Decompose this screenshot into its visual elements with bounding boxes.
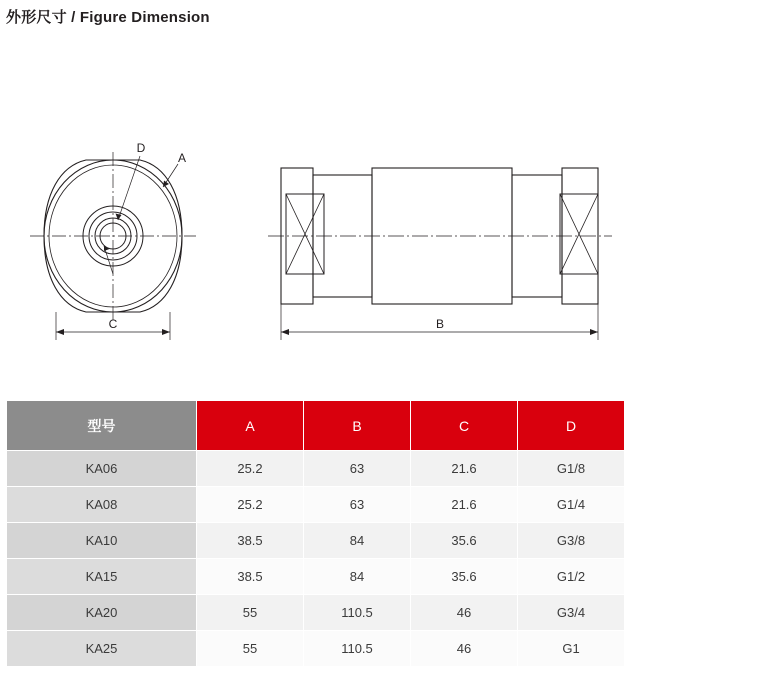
front-label-a: A	[177, 151, 187, 165]
cell-c: 21.6	[411, 451, 518, 487]
cell-model: KA06	[7, 451, 197, 487]
dimension-table-wrapper	[6, 400, 624, 667]
side-view	[268, 168, 612, 340]
cell-model: KA15	[7, 559, 197, 595]
cell-c: 46	[411, 631, 518, 667]
front-view	[30, 152, 196, 340]
cell-d: G1/2	[518, 559, 625, 595]
cell-b: 84	[304, 523, 411, 559]
figure-dimension-drawing	[0, 44, 760, 364]
cell-a: 25.2	[197, 487, 304, 523]
cell-d: G1/4	[518, 487, 625, 523]
column-header-c: C	[411, 401, 518, 451]
column-header-b: B	[304, 401, 411, 451]
column-header-a: A	[197, 401, 304, 451]
cell-b: 84	[304, 559, 411, 595]
cell-model: KA20	[7, 595, 197, 631]
cell-a: 55	[197, 631, 304, 667]
table-row	[7, 631, 625, 667]
cell-b: 110.5	[304, 595, 411, 631]
table-row	[7, 559, 625, 595]
cell-c: 46	[411, 595, 518, 631]
table-header-row	[7, 401, 625, 451]
cell-model: KA25	[7, 631, 197, 667]
cell-a: 55	[197, 595, 304, 631]
cell-a: 38.5	[197, 523, 304, 559]
cell-c: 21.6	[411, 487, 518, 523]
cell-d: G1	[518, 631, 625, 667]
table-row	[7, 523, 625, 559]
column-header-d: D	[518, 401, 625, 451]
front-label-c: C	[108, 317, 118, 331]
dimension-table	[6, 400, 625, 667]
cell-d: G1/8	[518, 451, 625, 487]
front-label-d: D	[136, 141, 146, 155]
table-row	[7, 487, 625, 523]
cell-model: KA10	[7, 523, 197, 559]
side-label-b: B	[435, 317, 445, 331]
cell-c: 35.6	[411, 559, 518, 595]
cell-b: 63	[304, 451, 411, 487]
cell-b: 110.5	[304, 631, 411, 667]
cell-b: 63	[304, 487, 411, 523]
column-header-model: 型号	[7, 401, 197, 451]
table-row	[7, 595, 625, 631]
cell-a: 38.5	[197, 559, 304, 595]
cell-model: KA08	[7, 487, 197, 523]
cell-d: G3/8	[518, 523, 625, 559]
cell-c: 35.6	[411, 523, 518, 559]
cell-a: 25.2	[197, 451, 304, 487]
cell-d: G3/4	[518, 595, 625, 631]
drawing-svg	[0, 44, 760, 364]
table-row	[7, 451, 625, 487]
page-title: 外形尺寸 / Figure Dimension	[6, 9, 210, 26]
